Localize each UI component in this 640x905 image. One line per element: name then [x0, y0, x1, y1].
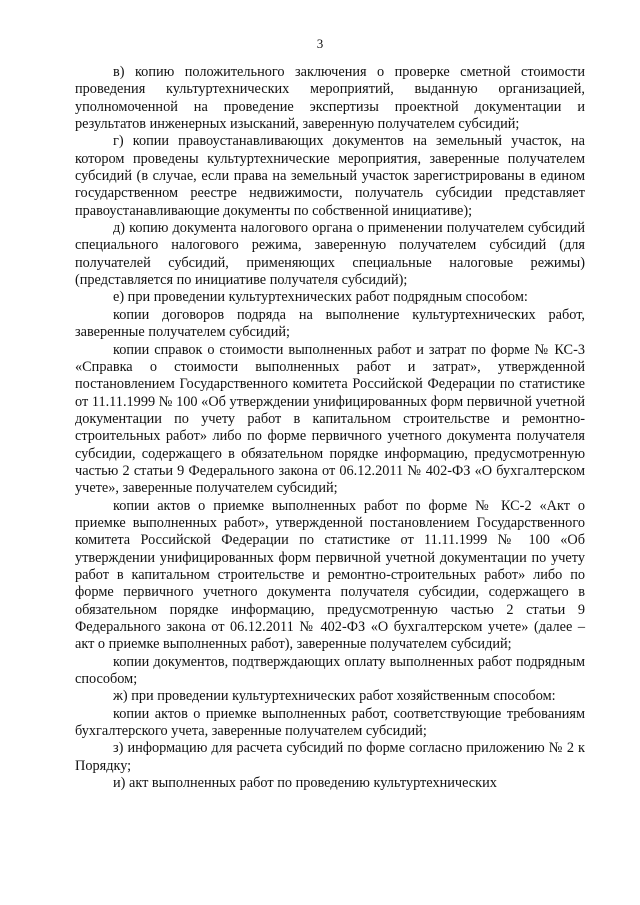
paragraph-g: г) копии правоустанавливающих документов на земельный участок, на котором проведены культуртехнические мероприятия, заверенные получателем субсидий (в случае, если права на земельный участок зарегистрированы в едином государственном реестре недвижимости, получатель субсидии представляет правоустанавливающие документы по собственной инициативе); [75, 133, 585, 219]
paragraph-contracts: копии договоров подряда на выполнение культуртехнических работ, заверенные получателем субсидий; [75, 306, 585, 341]
page-number: 3 [316, 36, 324, 51]
paragraph-v: в) копию положительного заключения о проверке сметной стоимости проведения культуртехнических мероприятий, выданную организацией, уполномоченной на проведение экспертизы проектной документации и результатов инженерных изысканий, заверенную получателем субсидий; [75, 64, 585, 133]
paragraph-payment: копии документов, подтверждающих оплату выполненных работ подрядным способом; [75, 653, 585, 688]
paragraph-zh: ж) при проведении культуртехнических работ хозяйственным способом: [113, 688, 556, 705]
document-body [75, 64, 585, 792]
paragraph-ks2: копии актов о приемке выполненных работ по форме № КС-2 «Акт о приемке выполненных работ», утвержденной постановлением Государственного комитета Российской Федерации по статистике от 11.11.1999 № 100 «Об утверждении унифицированных форм первичной учетной документации по учету работ в капитальном строительстве и ремонтно-строительных работ» либо по форме первичного учетного документа получателя субсидии, содержащего в обязательном порядке информацию, предусмотренную частью 2 статьи 9 Федерального закона от 06.12.2011 № 402-ФЗ «О бухгалтерском учете» (далее – акт о приемке выполненных работ), заверенные получателем субсидий; [75, 497, 585, 653]
paragraph-e: е) при проведении культуртехнических работ подрядным способом: [113, 289, 528, 306]
paragraph-d: д) копию документа налогового органа о применении получателем субсидий специального налогового режима, заверенную получателем субсидий (для получателей субсидий, применяющих специальные налоговые режимы) (представляется по инициативе получателя субсидий); [75, 220, 585, 289]
paragraph-ks3: копии справок о стоимости выполненных работ и затрат по форме № КС-3 «Справка о стоимости выполненных работ и затрат», утвержденной постановлением Государственного комитета Российской Федерации по статистике от 11.11.1999 № 100 «Об утверждении унифицированных форм первичной учетной документации по учету работ в капитальном строительстве и ремонтно-строительных работ» либо по форме первичного учетного документа получателя субсидии, содержащего в обязательном порядке информацию, предусмотренную частью 2 статьи 9 Федерального закона от 06.12.2011 № 402-ФЗ «О бухгалтерском учете», заверенные получателем субсидий; [75, 341, 585, 497]
paragraph-z: з) информацию для расчета субсидий по форме согласно приложению № 2 к Порядку; [75, 740, 585, 774]
paragraph-acts: копии актов о приемке выполненных работ, соответствующие требованиям бухгалтерского учета, заверенные получателем субсидий; [75, 705, 585, 740]
paragraph-i: и) акт выполненных работ по проведению культуртехнических [113, 775, 497, 792]
